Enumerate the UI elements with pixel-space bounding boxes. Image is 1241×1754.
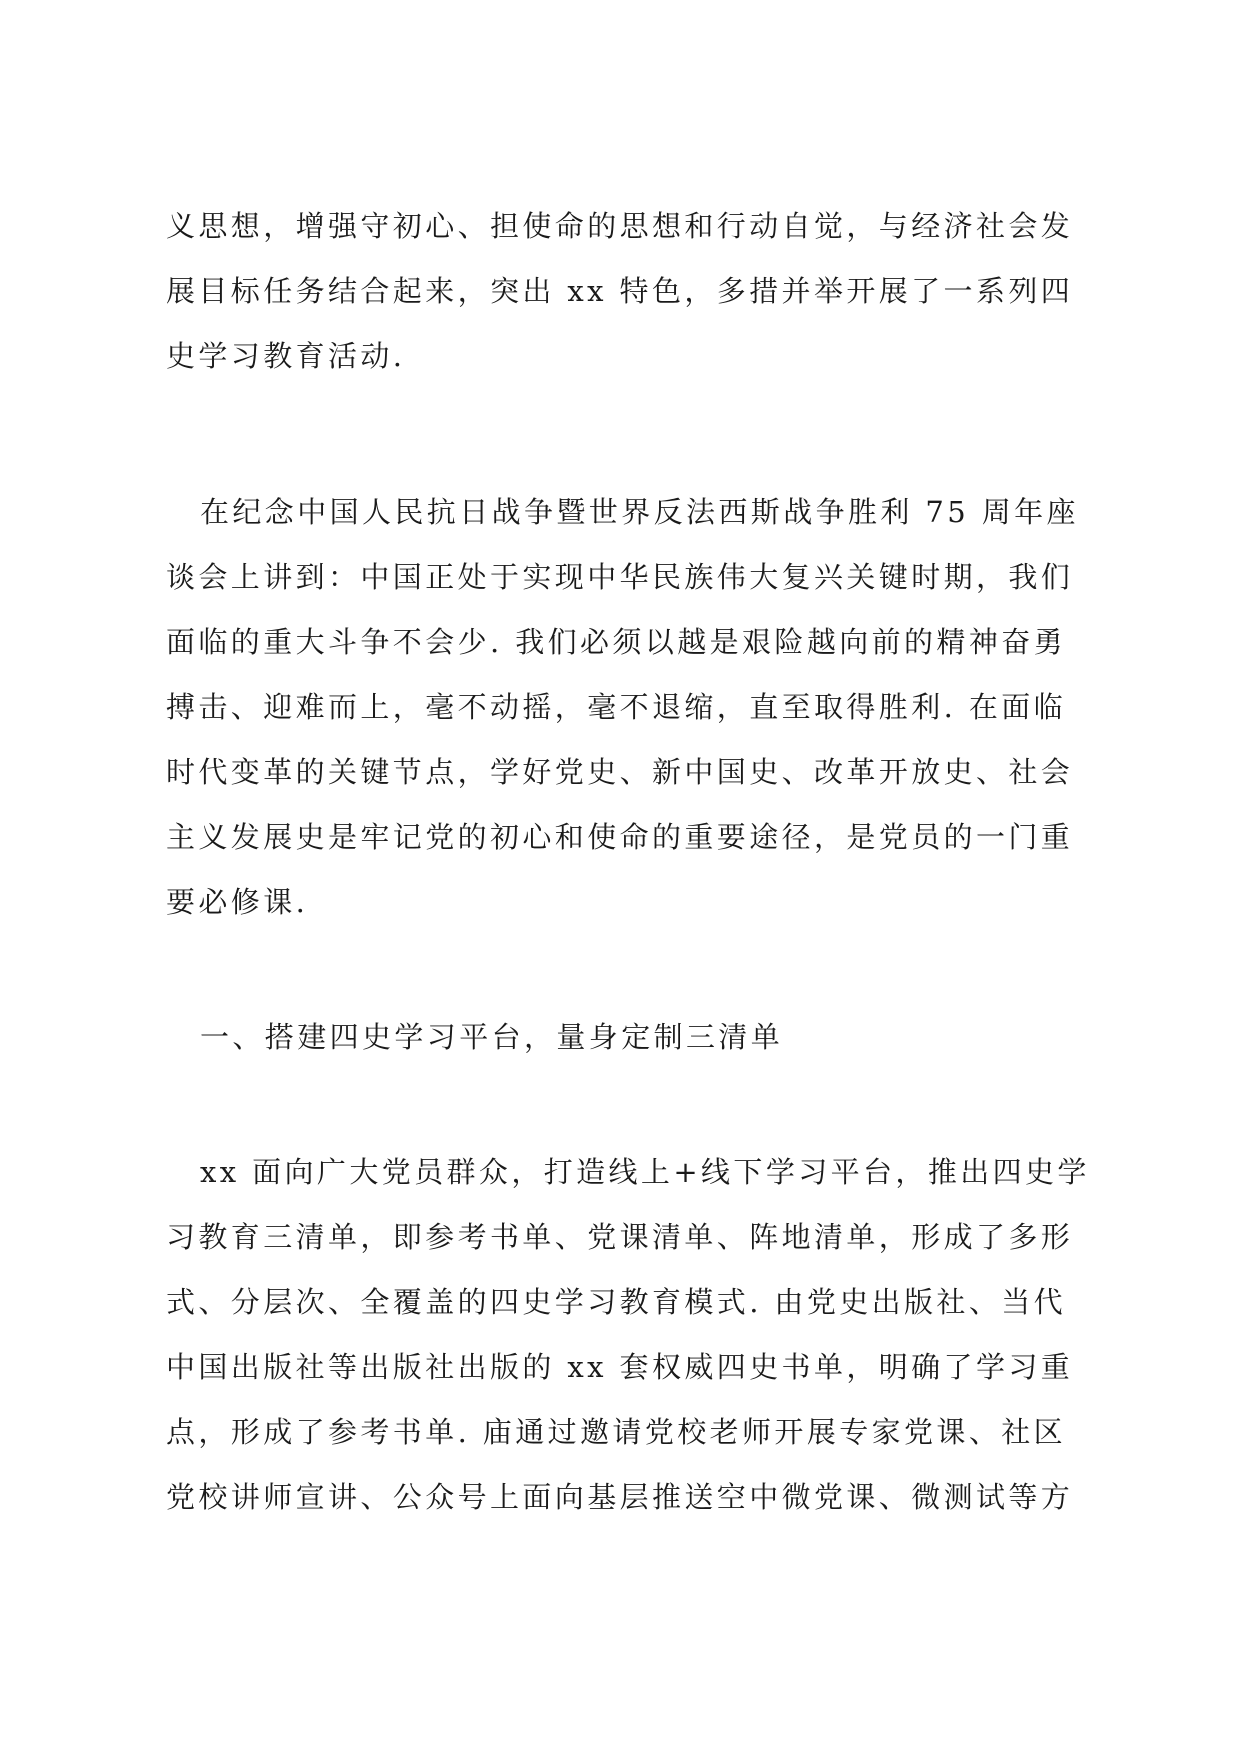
paragraph-2-line-2: 谈会上讲到：中国正处于实现中华民族伟大复兴关键时期，我们 xyxy=(166,560,1074,594)
paragraph-1-line-3: 史学习教育活动. xyxy=(166,339,406,373)
paragraph-3-line-1: xx 面向广大党员群众，打造线上+线下学习平台，推出四史学 xyxy=(200,1155,1090,1189)
paragraph-2-line-7: 要必修课. xyxy=(166,885,309,919)
paragraph-3-line-3: 式、分层次、全覆盖的四史学习教育模式. 由党史出版社、当代 xyxy=(166,1285,1067,1319)
paragraph-2-line-5: 时代变革的关键节点，学好党史、新中国史、改革开放史、社会 xyxy=(166,755,1074,789)
paragraph-3-line-6: 党校讲师宣讲、公众号上面向基层推送空中微党课、微测试等方 xyxy=(166,1480,1074,1514)
paragraph-2-line-6: 主义发展史是牢记党的初心和使命的重要途径，是党员的一门重 xyxy=(166,820,1074,854)
paragraph-1-line-2: 展目标任务结合起来，突出 xx 特色，多措并举开展了一系列四 xyxy=(166,274,1074,308)
paragraph-1-line-1: 义思想，增强守初心、担使命的思想和行动自觉，与经济社会发 xyxy=(166,209,1074,243)
paragraph-2-line-4: 搏击、迎难而上，毫不动摇，毫不退缩，直至取得胜利. 在面临 xyxy=(166,690,1067,724)
paragraph-2-line-1: 在纪念中国人民抗日战争暨世界反法西斯战争胜利 75 周年座 xyxy=(200,495,1079,529)
paragraph-2-line-3: 面临的重大斗争不会少. 我们必须以越是艰险越向前的精神奋勇 xyxy=(166,625,1067,659)
paragraph-3-line-5: 点，形成了参考书单. 庙通过邀请党校老师开展专家党课、社区 xyxy=(166,1415,1067,1449)
paragraph-3-line-4: 中国出版社等出版社出版的 xx 套权威四史书单，明确了学习重 xyxy=(166,1350,1074,1384)
section-heading: 一、搭建四史学习平台，量身定制三清单 xyxy=(200,1020,784,1054)
paragraph-3-line-2: 习教育三清单，即参考书单、党课清单、阵地清单，形成了多形 xyxy=(166,1220,1074,1254)
